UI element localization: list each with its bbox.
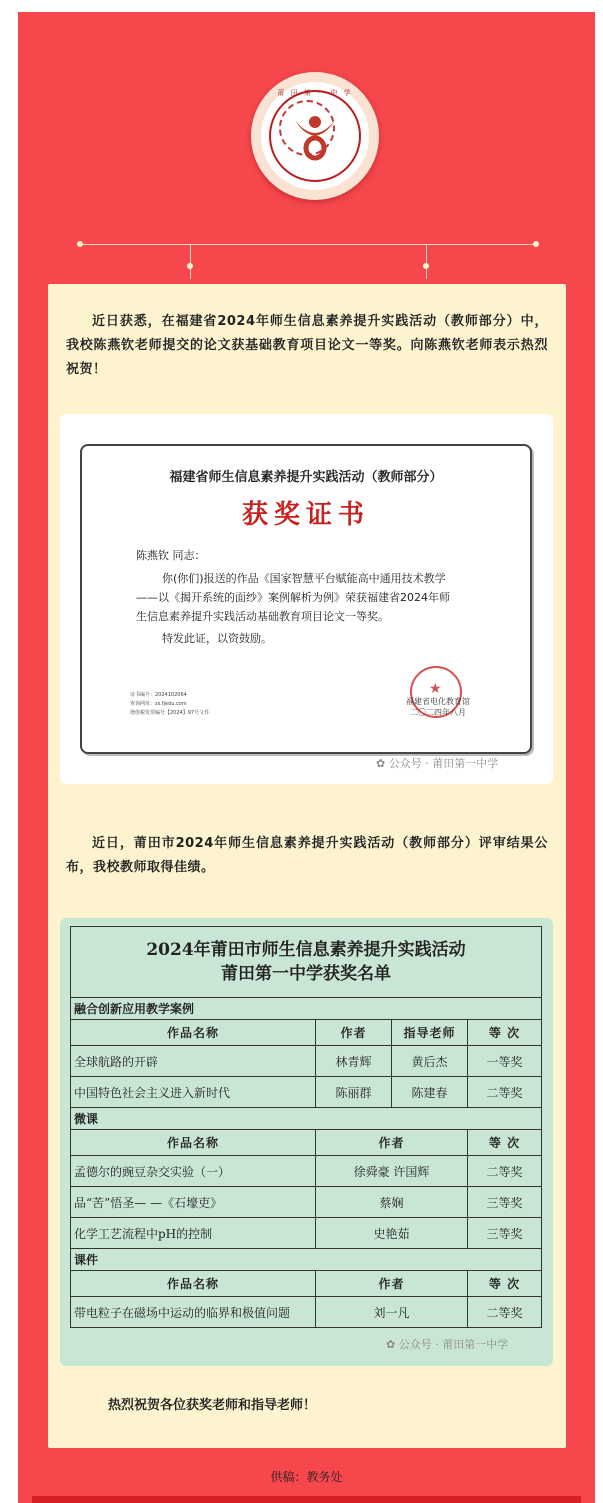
- certificate-closing: 特发此证，以资鼓励。: [162, 632, 272, 645]
- content-card: [48, 284, 566, 1448]
- award-table-image[interactable]: [60, 918, 553, 1366]
- certificate-note: 增值税发票编号【2024】97号文件: [130, 710, 210, 716]
- certificate-site: 查询网址：zs.fjedu.com: [130, 701, 187, 707]
- certificate-body-line: ——以《揭开系统的面纱》案例解析为例》荣获福建省2024年师: [136, 591, 450, 604]
- footer-credit: 供稿：教务处: [270, 1470, 343, 1484]
- certificate-recipient: 陈燕钦 同志：: [136, 549, 206, 562]
- table-header-row: 作品名称 作者 等 次: [71, 1130, 542, 1156]
- wechat-icon: ✿: [376, 757, 389, 770]
- decorative-dot: [423, 263, 429, 269]
- award-table: [70, 926, 542, 1328]
- congratulations-text: 热烈祝贺各位获奖老师和指导老师！: [108, 1398, 317, 1413]
- wechat-icon: ✿: [386, 1338, 399, 1351]
- table-header-row: 作品名称 作者 指导老师 等 次: [71, 1020, 542, 1046]
- table-row: 化学工艺流程中pH的控制 史艳茹 三等奖: [71, 1218, 542, 1249]
- footer-bar: [32, 1496, 581, 1503]
- table-row: 带电粒子在磁场中运动的临界和极值问题 刘一凡 二等奖: [71, 1297, 542, 1328]
- certificate-image[interactable]: [60, 414, 553, 784]
- logo-text: 莆 田 第 一 中 学: [277, 89, 353, 97]
- table-row: 全球航路的开辟 林青辉 黄后杰 一等奖: [71, 1046, 542, 1077]
- logo-emblem-icon: [287, 106, 343, 166]
- certificate-number: 证书编号：2024102064: [130, 692, 187, 698]
- certificate: [80, 444, 532, 754]
- intro-paragraph: 近日获悉，在福建省2024年师生信息素养提升实践活动（教师部分）中，我校陈燕钦老师提交的论文获基础教育项目论文一等奖。向陈燕钦老师表示热烈祝贺！: [66, 314, 548, 377]
- official-seal-icon: ★: [410, 666, 462, 718]
- table-row: 品“苦”悟圣— —《石壕吏》 蔡娴 三等奖: [71, 1187, 542, 1218]
- award-table-title: 2024年莆田市师生信息素养提升实践活动 莆田第一中学获奖名单: [71, 927, 542, 998]
- section-heading: 微课: [71, 1108, 542, 1130]
- certificate-issuer: 福建省电化教育馆 二〇二四年八月: [406, 697, 470, 717]
- decorative-drop-line: [426, 245, 427, 279]
- decorative-dot: [187, 263, 193, 269]
- table-row: 中国特色社会主义进入新时代 陈丽群 陈建春 二等奖: [71, 1077, 542, 1108]
- certificate-body-line: 生信息素养提升实践活动基础教育项目论文一等奖。: [136, 610, 389, 623]
- decorative-dot: [533, 241, 539, 247]
- certificate-title: 获奖证书: [241, 500, 370, 530]
- table-row: 孟德尔的豌豆杂交实验（一） 徐舜豪 许国辉 二等奖: [71, 1156, 542, 1187]
- watermark: ✿ 公众号 · 莆田第一中学: [386, 1338, 509, 1351]
- watermark: ✿ 公众号 · 莆田第一中学: [376, 757, 499, 770]
- certificate-header: 福建省师生信息素养提升实践活动（教师部分）: [169, 470, 443, 485]
- table-header-row: 作品名称 作者 等 次: [71, 1271, 542, 1297]
- section-heading: 课件: [71, 1249, 542, 1271]
- decorative-line: [80, 244, 536, 245]
- page-background: [18, 12, 595, 1503]
- decorative-dot: [77, 241, 83, 247]
- section-heading: 融合创新应用教学案例: [71, 998, 542, 1020]
- results-paragraph: 近日，莆田市2024年师生信息素养提升实践活动（教师部分）评审结果公布，我校教师取得佳绩。: [66, 836, 548, 875]
- decorative-drop-line: [190, 245, 191, 279]
- school-logo: [251, 72, 379, 200]
- certificate-body-line: 你(你们)报送的作品《国家智慧平台赋能高中通用技术教学: [162, 572, 446, 585]
